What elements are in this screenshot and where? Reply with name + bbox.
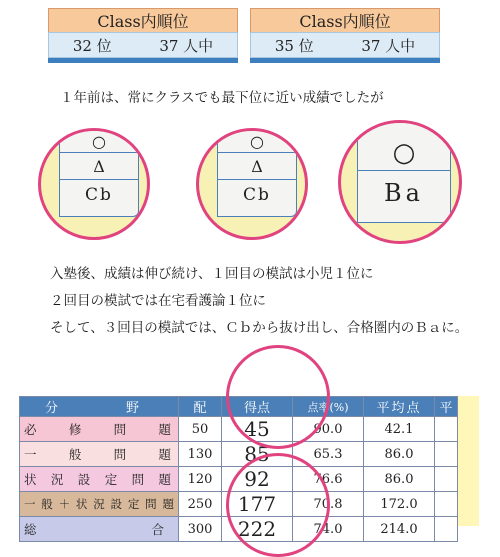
row-label: 総合: [20, 517, 179, 542]
row-haiten: 250: [179, 492, 222, 517]
row-average: 86.0: [364, 467, 435, 492]
score-magnifier-top: [226, 345, 330, 449]
row-average: 42.1: [364, 417, 435, 442]
caption-progress-2: ２回目の模試では在宅看護論１位に: [50, 293, 266, 309]
caption-progress-1: 入塾後、成績は伸び続け、１回目の模試は小児１位に: [50, 266, 374, 282]
grade-bottom: Cb: [85, 185, 113, 205]
grade-bottom: Ba: [384, 179, 424, 207]
grade-top: ○: [218, 130, 296, 153]
row-label: 一般問題: [20, 442, 179, 467]
row-score: 92: [222, 467, 293, 492]
header-rate: 点率(%): [293, 397, 364, 417]
rank-box-before: [48, 8, 238, 66]
rank-underline: [48, 58, 238, 63]
grade-circle-1: [38, 128, 150, 240]
rank-box-after: [250, 8, 440, 66]
row-label: 必修問題: [20, 417, 179, 442]
row-rate: 70.8: [293, 492, 364, 517]
row-haiten: 120: [179, 467, 222, 492]
caption-progress-3: そして、３回目の模試では、Ｃｂから抜け出し、合格圏内のＢａに。: [50, 320, 469, 336]
grade-top: ○: [358, 136, 450, 171]
rank-header: Class内順位: [250, 8, 440, 32]
row-average: 214.0: [364, 517, 435, 542]
grade-grid: [59, 128, 139, 217]
row-label: 状況設定問題: [20, 467, 179, 492]
row-average: 86.0: [364, 442, 435, 467]
score-magnifier-bottom: [226, 453, 330, 557]
row-score: 45: [222, 417, 293, 442]
row-score: 222: [222, 517, 293, 542]
row-rate: 74.0: [293, 517, 364, 542]
row-rate: 76.6: [293, 467, 364, 492]
row-label: 一般＋状況設定問題: [20, 492, 179, 517]
header-haiten: 配: [179, 397, 222, 417]
grade-grid: [357, 120, 451, 223]
rank-underline: [250, 58, 440, 63]
grade-grid: [217, 128, 297, 217]
caption-previous: １年前は、常にクラスでも最下位に近い成績でしたが: [60, 90, 384, 106]
grade-circle-3: [338, 120, 462, 244]
header-average: 平均点: [364, 397, 435, 417]
rank-value: 35 位: [274, 36, 314, 55]
rank-header: Class内順位: [48, 8, 238, 32]
header-field: 分 野: [20, 397, 179, 417]
rank-row: [250, 32, 440, 58]
grade-mid: Δ: [218, 153, 296, 180]
header-extra: 平: [435, 397, 458, 417]
header-score: 得点: [222, 397, 293, 417]
row-average: 172.0: [364, 492, 435, 517]
row-score: 85: [222, 442, 293, 467]
grade-mid: Δ: [60, 153, 138, 180]
rank-value: 32 位: [72, 36, 112, 55]
table-row: [20, 442, 458, 467]
grade-bottom: Cb: [243, 185, 271, 205]
row-rate: 90.0: [293, 417, 364, 442]
row-haiten: 50: [179, 417, 222, 442]
rank-total: 37 人中: [159, 36, 214, 55]
grade-top: ○: [60, 130, 138, 153]
grade-circle-2: [196, 128, 308, 240]
rank-total: 37 人中: [361, 36, 416, 55]
rank-row: [48, 32, 238, 58]
row-haiten: 130: [179, 442, 222, 467]
row-haiten: 300: [179, 517, 222, 542]
row-score: 177: [222, 492, 293, 517]
row-rate: 65.3: [293, 442, 364, 467]
